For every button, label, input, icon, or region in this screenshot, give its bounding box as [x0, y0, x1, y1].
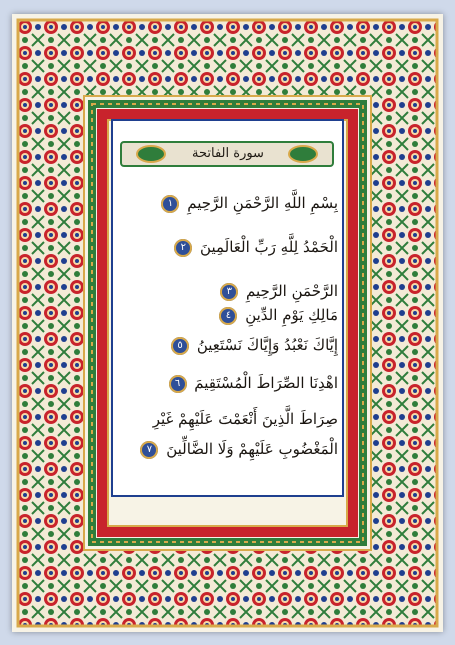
surah-title: سورة الفاتحة [192, 146, 264, 161]
verse-text: اهْدِنَا الصِّرَاطَ الْمُسْتَقِيمَ [194, 374, 338, 392]
verse-text: الْحَمْدُ لِلَّهِ رَبِّ الْعَالَمِينَ [200, 238, 338, 256]
ayah-number-marker: ٥ [171, 337, 189, 355]
verse-line-7 [118, 404, 338, 494]
verse-line-5 [118, 330, 338, 360]
ayah-number-marker: ٧ [140, 441, 158, 459]
verse-text: مَالِكِ يَوْمِ الدِّينِ [245, 306, 338, 324]
verse-text: بِسْمِ اللَّهِ الرَّحْمَنِ الرَّحِيمِ [187, 194, 338, 212]
verse-text: الرَّحْمَنِ الرَّحِيمِ [246, 282, 338, 300]
verse-line-4 [118, 300, 338, 330]
verse-text: صِرَاطَ الَّذِينَ أَنْعَمْتَ عَلَيْهِمْ غَيْرِ الْمَغْضُوبِ عَلَيْهِمْ وَلَا الضَّالِّينَ [152, 410, 338, 458]
verse-text: إِيَّاكَ نَعْبُدُ وَإِيَّاكَ نَسْتَعِينُ [196, 336, 338, 354]
ayah-number-marker: ٣ [220, 283, 238, 301]
ayah-number-marker: ٢ [174, 239, 192, 257]
verse-line-1 [118, 188, 338, 218]
surah-title-cartouche [121, 142, 335, 166]
ayah-number-marker: ٤ [219, 307, 237, 325]
ayah-number-marker: ١ [161, 195, 179, 213]
verse-line-2 [118, 232, 338, 262]
ayah-number-marker: ٦ [169, 375, 187, 393]
verse-line-6 [118, 368, 338, 398]
